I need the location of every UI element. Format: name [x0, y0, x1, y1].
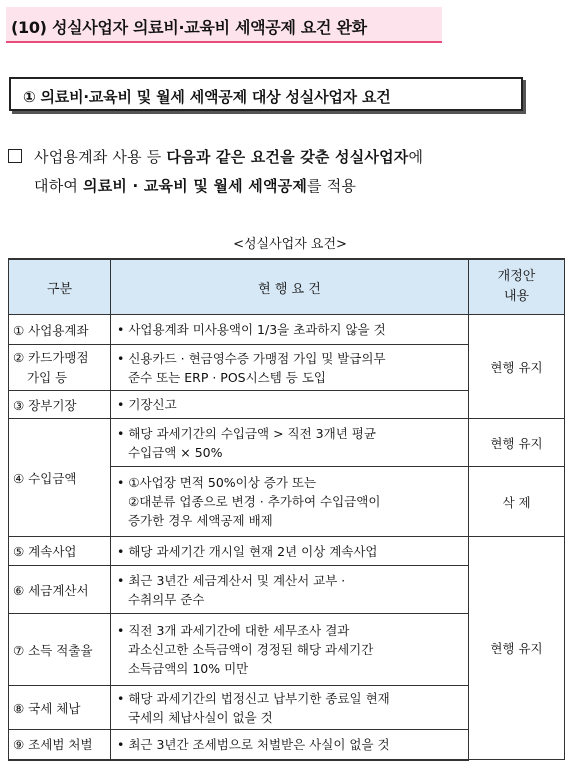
row-label-line: ② 카드가맹점	[13, 349, 89, 365]
row-requirement: • 해당 과세기간 개시일 현재 2년 이상 계속사업	[111, 537, 469, 566]
row-status: 현행 유지	[469, 419, 565, 467]
requirement-line: • 최근 3년간 세금계산서 및 계산서 교부 ·	[117, 572, 346, 588]
header-revision	[469, 259, 565, 315]
header-category: 구분	[9, 259, 111, 315]
row-label: ④ 수입금액	[9, 419, 111, 537]
table-row	[9, 315, 565, 345]
paragraph-line-1	[8, 143, 570, 172]
row-status-delete: 삭 제	[469, 467, 565, 537]
requirement-line: 과소신고한 소득금액이 경정된 해당 과세기간	[128, 642, 374, 657]
row-status: 현행 유지	[469, 315, 565, 419]
requirement-line: • 신용카드 · 현금영수증 가맹점 가입 및 발급의무	[117, 350, 386, 366]
row-label: ⑤ 계속사업	[9, 537, 111, 566]
requirement-line: ②대분류 업종으로 변경 · 추가하여 수입금액이	[128, 494, 381, 509]
table-header-row	[9, 259, 565, 315]
row-label: ⑦ 소득 적출율	[9, 614, 111, 686]
section-heading-box	[9, 77, 523, 111]
requirements-table	[8, 258, 565, 761]
requirement-line: 소득금액의 10% 미만	[128, 661, 249, 676]
paragraph-text: 대하여	[34, 177, 84, 195]
requirement-line: 수취의무 준수	[128, 591, 205, 607]
paragraph-line-2	[8, 172, 570, 201]
requirement-line: 국세의 체납사실이 없을 것	[128, 709, 273, 725]
table-row	[9, 419, 565, 467]
header-current: 현 행 요 건	[111, 259, 469, 315]
requirement-line: 수입금액 × 50%	[128, 444, 223, 460]
table-row	[9, 537, 565, 566]
row-requirement	[111, 467, 469, 537]
row-label: ① 사업용계좌	[9, 315, 111, 345]
row-label: ⑧ 국세 체납	[9, 686, 111, 730]
section-heading: ① 의료비·교육비 및 월세 세액공제 대상 성실사업자 요건	[23, 88, 391, 106]
paragraph-text: 에	[408, 148, 424, 166]
row-requirement	[111, 566, 469, 614]
row-requirement	[111, 345, 469, 391]
header-revision-text: 개정안 내용	[497, 269, 536, 304]
row-status: 현행 유지	[469, 537, 565, 760]
row-label: ③ 장부기장	[9, 391, 111, 419]
paragraph-text: 사업용계좌 사용 등	[34, 148, 167, 166]
requirement-line: 준수 또는 ERP · POS시스템 등 도입	[128, 369, 326, 385]
row-requirement: • 최근 3년간 조세범으로 처벌받은 사실이 없을 것	[111, 730, 469, 760]
requirement-line: • ①사업장 면적 50%이상 증가 또는	[117, 475, 317, 490]
row-requirement	[111, 419, 469, 467]
requirement-line: 증가한 경우 세액공제 배제	[128, 513, 273, 528]
row-label-line: 가입 등	[27, 369, 68, 385]
checkbox-bullet-icon	[8, 149, 22, 163]
title-banner	[6, 7, 442, 43]
paragraph-emphasis: 다음과 같은 요건을 갖춘 성실사업자	[166, 148, 409, 166]
requirement-line: • 직전 3개 과세기간에 대한 세무조사 결과	[117, 623, 350, 638]
intro-paragraph	[8, 143, 570, 201]
requirement-line: • 해당 과세기간의 법정신고 납부기한 종료일 현재	[117, 690, 390, 706]
row-requirement	[111, 686, 469, 730]
requirement-line: • 해당 과세기간의 수입금액 > 직전 3개년 평균	[117, 425, 376, 441]
page-title: (10) 성실사업자 의료비·교육비 세액공제 요건 완화	[11, 18, 367, 37]
row-requirement: • 기장신고	[111, 391, 469, 419]
row-label: ⑨ 조세범 처벌	[9, 730, 111, 760]
row-requirement	[111, 614, 469, 686]
table-caption: <성실사업자 요건>	[233, 237, 347, 252]
row-label	[9, 345, 111, 391]
row-label: ⑥ 세금계산서	[9, 566, 111, 614]
row-requirement: • 사업용계좌 미사용액이 1/3을 초과하지 않을 것	[111, 315, 469, 345]
paragraph-emphasis: 의료비 · 교육비 및 월세 세액공제	[83, 177, 308, 195]
paragraph-text: 를 적용	[307, 177, 357, 195]
